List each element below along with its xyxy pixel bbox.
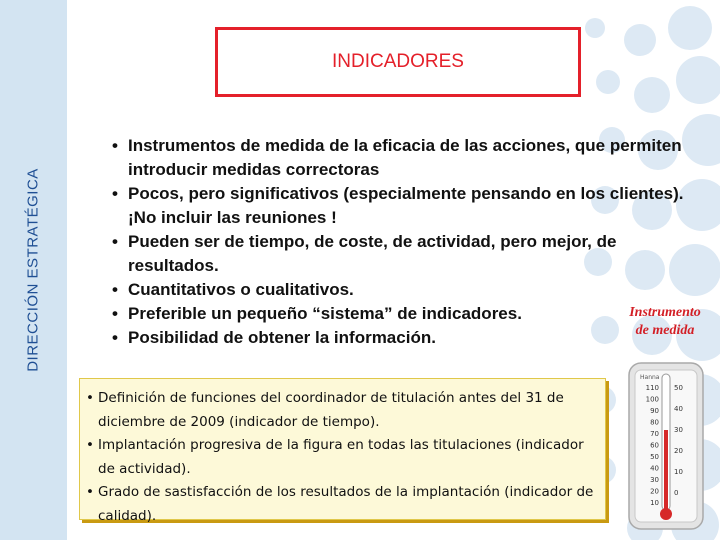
thermometer-scale-label: 100 — [645, 395, 659, 404]
title-box — [215, 27, 581, 97]
bullet-item: • Cuantitativos o cualitativos. — [108, 278, 698, 302]
bullet-item: • Pocos, pero significativos (especialmente pensando en los clientes). ¡No incluir las reuniones ! — [108, 182, 698, 230]
thermometer-brand: Hanna — [640, 374, 660, 381]
bullet-item: • Instrumentos de medida de la eficacia de las acciones, que permiten introducir medidas correctoras — [108, 134, 698, 182]
note-item: • Definición de funciones del coordinador de titulación antes del 31 de diciembre de 2009 (indicador de tiempo). — [86, 387, 599, 434]
thermometer-scale-label: 90 — [650, 407, 659, 415]
note-item: • Grado de sastisfacción de los resultados de la implantación (indicador de calidad). — [86, 481, 599, 528]
sidebar — [0, 0, 67, 540]
thermometer-scale-label: 10 — [674, 468, 683, 476]
thermometer-scale-label: 20 — [674, 447, 683, 455]
thermometer-scale-label: 50 — [650, 453, 659, 461]
instrument-caption — [612, 304, 718, 340]
thermometer-liquid — [664, 430, 668, 514]
instrument-caption-line2: de medida — [635, 323, 695, 338]
thermometer-bulb — [660, 508, 672, 520]
thermometer-scale-label: 10 — [650, 499, 659, 507]
bullet-item: • Pueden ser de tiempo, de coste, de actividad, pero mejor, de resultados. — [108, 230, 698, 278]
example-note-box — [79, 378, 606, 524]
note-item: • Implantación progresiva de la figura en todas las titulaciones (indicador de actividad). — [86, 434, 599, 481]
note-list — [80, 379, 605, 528]
thermometer-icon — [626, 360, 706, 532]
thermometer-scale-label: 40 — [674, 405, 683, 413]
thermometer-scale-label: 70 — [650, 430, 659, 438]
instrument-caption-line1: Instrumento — [629, 305, 701, 320]
bullet-list — [108, 134, 698, 350]
thermometer-scale-label: 30 — [650, 476, 659, 484]
page-title: INDICADORES — [332, 51, 464, 72]
bullet-item: • Posibilidad de obtener la información. — [108, 326, 698, 350]
thermometer-scale-label: 110 — [645, 384, 659, 392]
thermometer-scale-label: 60 — [650, 441, 659, 450]
thermometer-scale-label: 40 — [650, 464, 659, 473]
thermometer-scale-label: 80 — [650, 418, 659, 427]
thermometer-scale-label: 50 — [674, 384, 683, 392]
sidebar-label: DIRECCIÓN ESTRATÉGICA — [24, 168, 42, 372]
thermometer-scale-label: 30 — [674, 426, 683, 434]
thermometer-scale-label: 20 — [650, 487, 659, 496]
bullet-item: • Preferible un pequeño “sistema” de indicadores. — [108, 302, 698, 326]
thermometer-scale-label: 0 — [674, 489, 679, 497]
